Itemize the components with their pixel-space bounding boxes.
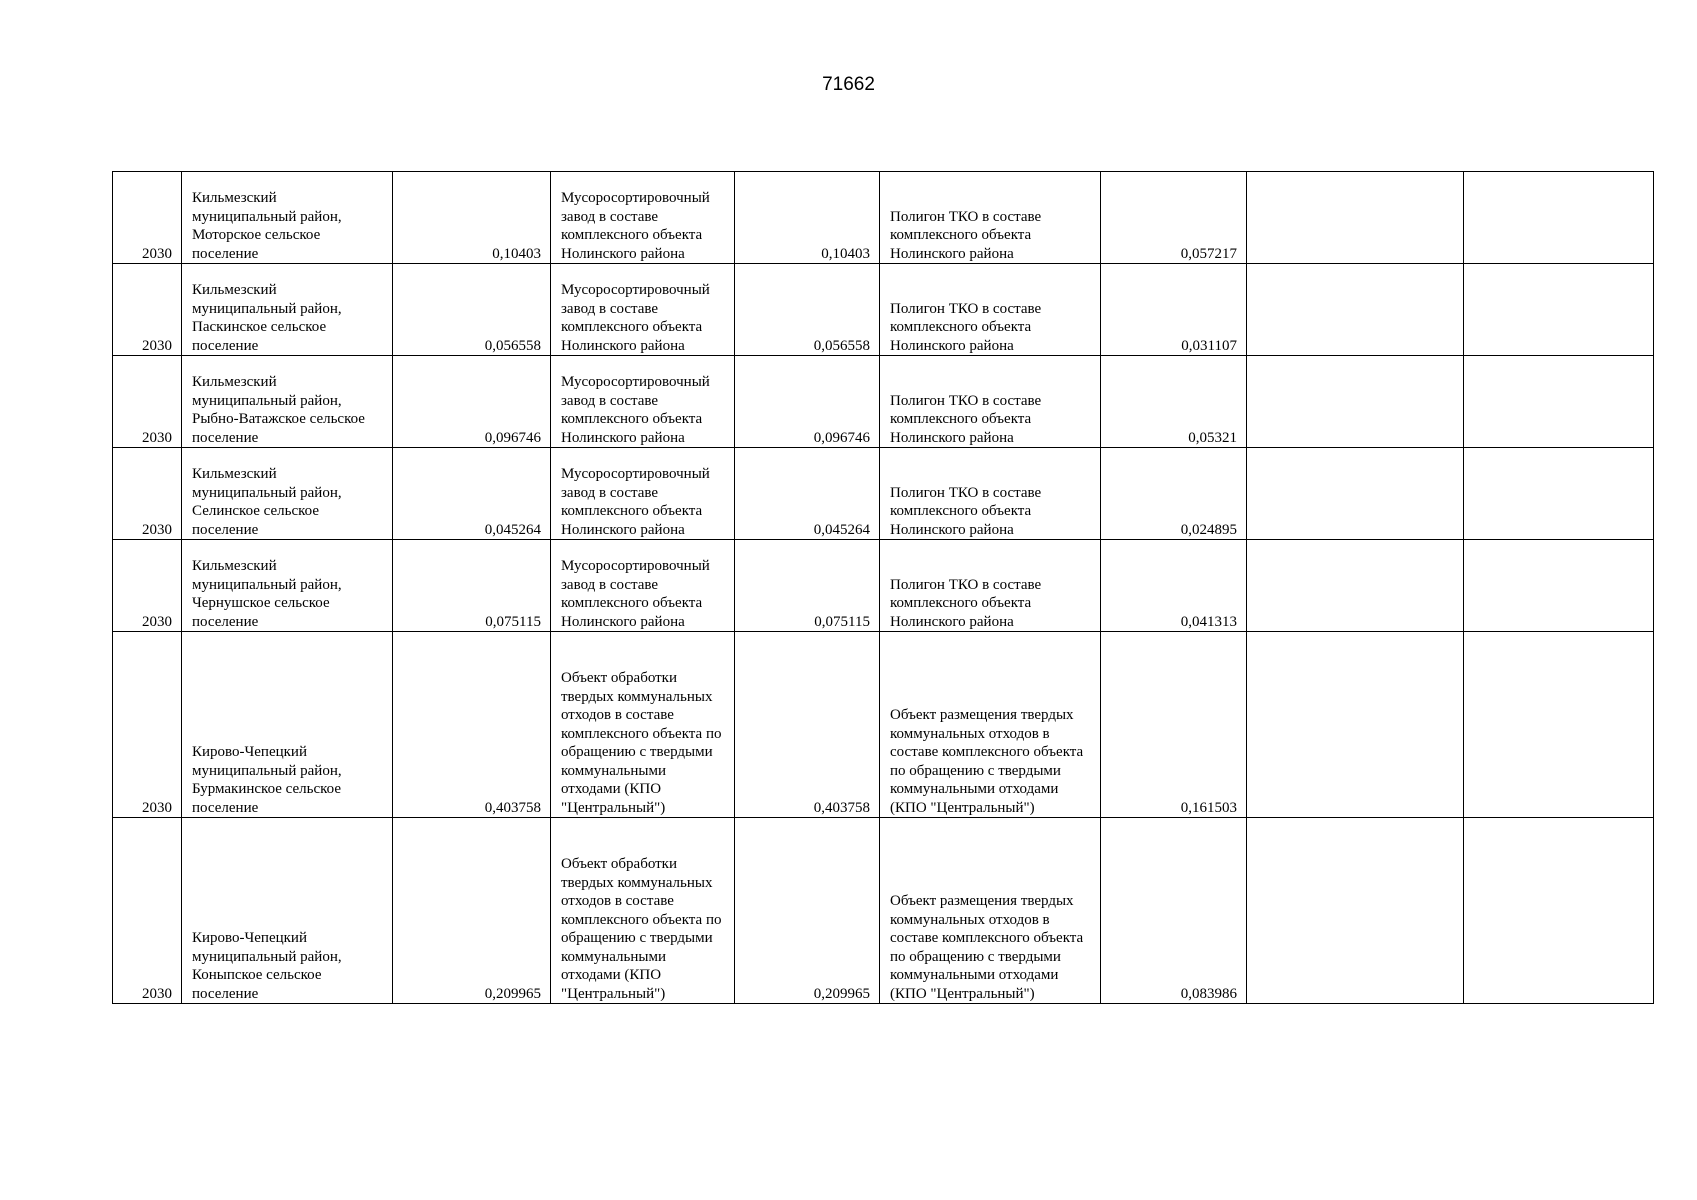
disposal-facility-cell: Объект размещения твердых коммунальных отходов в составе комплексного объекта по обращению с твердыми коммунальными отходами (КПО "Центральный") (880, 632, 1101, 818)
municipality-cell: Кильмезский муниципальный район, Чернушское сельское поселение (182, 540, 393, 632)
disposal-volume-cell: 0,161503 (1101, 632, 1247, 818)
volume-cell: 0,056558 (393, 264, 551, 356)
empty-cell (1247, 540, 1464, 632)
table-row (113, 818, 1654, 1004)
empty-cell (1247, 632, 1464, 818)
municipality-cell: Кильмезский муниципальный район, Моторское сельское поселение (182, 172, 393, 264)
processing-facility-cell: Мусоросортировочный завод в составе комплексного объекта Нолинского района (551, 172, 735, 264)
volume-cell: 0,10403 (393, 172, 551, 264)
processing-facility-cell: Мусоросортировочный завод в составе комплексного объекта Нолинского района (551, 448, 735, 540)
processing-volume-cell: 0,096746 (735, 356, 880, 448)
disposal-volume-cell: 0,05321 (1101, 356, 1247, 448)
volume-cell: 0,096746 (393, 356, 551, 448)
empty-cell (1464, 818, 1654, 1004)
empty-cell (1464, 264, 1654, 356)
empty-cell (1464, 172, 1654, 264)
municipality-cell: Кильмезский муниципальный район, Рыбно-Ватажское сельское поселение (182, 356, 393, 448)
empty-cell (1464, 540, 1654, 632)
table-row (113, 356, 1654, 448)
year-cell: 2030 (113, 540, 182, 632)
waste-flow-table (112, 171, 1654, 1004)
volume-cell: 0,075115 (393, 540, 551, 632)
table-row (113, 632, 1654, 818)
processing-volume-cell: 0,045264 (735, 448, 880, 540)
year-cell: 2030 (113, 356, 182, 448)
empty-cell (1464, 356, 1654, 448)
year-cell: 2030 (113, 172, 182, 264)
disposal-facility-cell: Полигон ТКО в составе комплексного объекта Нолинского района (880, 172, 1101, 264)
page-number: 71662 (822, 74, 875, 95)
year-cell: 2030 (113, 632, 182, 818)
empty-cell (1247, 448, 1464, 540)
empty-cell (1247, 356, 1464, 448)
disposal-volume-cell: 0,041313 (1101, 540, 1247, 632)
municipality-cell: Кильмезский муниципальный район, Селинское сельское поселение (182, 448, 393, 540)
table-row (113, 172, 1654, 264)
processing-facility-cell: Мусоросортировочный завод в составе комплексного объекта Нолинского района (551, 540, 735, 632)
processing-facility-cell: Объект обработки твердых коммунальных отходов в составе комплексного объекта по обращению с твердыми коммунальными отходами (КПО "Центральный") (551, 632, 735, 818)
disposal-volume-cell: 0,024895 (1101, 448, 1247, 540)
table-row (113, 540, 1654, 632)
year-cell: 2030 (113, 818, 182, 1004)
processing-facility-cell: Объект обработки твердых коммунальных отходов в составе комплексного объекта по обращению с твердыми коммунальными отходами (КПО "Центральный") (551, 818, 735, 1004)
disposal-volume-cell: 0,057217 (1101, 172, 1247, 264)
processing-facility-cell: Мусоросортировочный завод в составе комплексного объекта Нолинского района (551, 264, 735, 356)
year-cell: 2030 (113, 264, 182, 356)
volume-cell: 0,045264 (393, 448, 551, 540)
disposal-facility-cell: Полигон ТКО в составе комплексного объекта Нолинского района (880, 264, 1101, 356)
disposal-facility-cell: Полигон ТКО в составе комплексного объекта Нолинского района (880, 448, 1101, 540)
processing-volume-cell: 0,209965 (735, 818, 880, 1004)
empty-cell (1464, 632, 1654, 818)
disposal-facility-cell: Объект размещения твердых коммунальных отходов в составе комплексного объекта по обращению с твердыми коммунальными отходами (КПО "Центральный") (880, 818, 1101, 1004)
empty-cell (1247, 264, 1464, 356)
table-row (113, 448, 1654, 540)
disposal-volume-cell: 0,083986 (1101, 818, 1247, 1004)
processing-facility-cell: Мусоросортировочный завод в составе комплексного объекта Нолинского района (551, 356, 735, 448)
processing-volume-cell: 0,056558 (735, 264, 880, 356)
volume-cell: 0,403758 (393, 632, 551, 818)
disposal-facility-cell: Полигон ТКО в составе комплексного объекта Нолинского района (880, 540, 1101, 632)
municipality-cell: Кильмезский муниципальный район, Паскинское сельское поселение (182, 264, 393, 356)
empty-cell (1464, 448, 1654, 540)
disposal-volume-cell: 0,031107 (1101, 264, 1247, 356)
processing-volume-cell: 0,403758 (735, 632, 880, 818)
empty-cell (1247, 172, 1464, 264)
municipality-cell: Кирово-Чепецкий муниципальный район, Коныпское сельское поселение (182, 818, 393, 1004)
year-cell: 2030 (113, 448, 182, 540)
processing-volume-cell: 0,10403 (735, 172, 880, 264)
municipality-cell: Кирово-Чепецкий муниципальный район, Бурмакинское сельское поселение (182, 632, 393, 818)
table-row (113, 264, 1654, 356)
empty-cell (1247, 818, 1464, 1004)
disposal-facility-cell: Полигон ТКО в составе комплексного объекта Нолинского района (880, 356, 1101, 448)
processing-volume-cell: 0,075115 (735, 540, 880, 632)
volume-cell: 0,209965 (393, 818, 551, 1004)
